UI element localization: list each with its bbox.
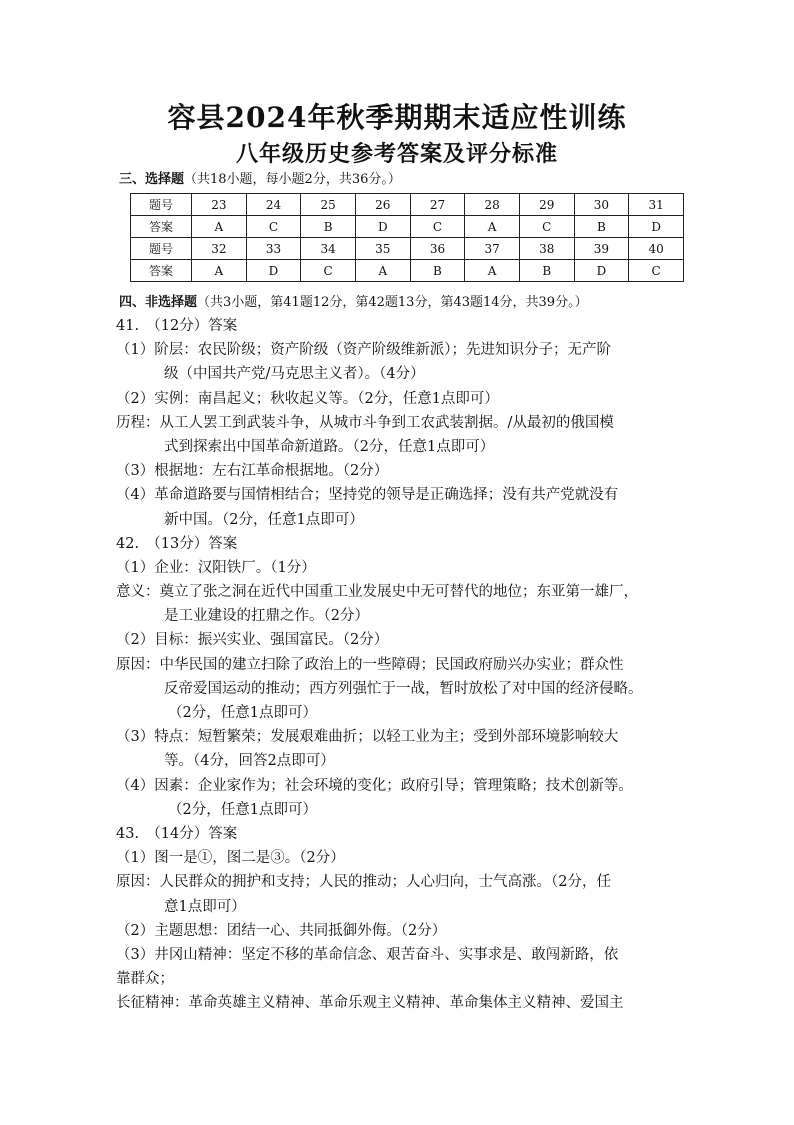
section-4-header (119, 293, 588, 313)
q43-changzheng: 长征精神：革命英雄主义精神、革命乐观主义精神、革命集体主义精神、爱国主 (116, 995, 624, 1012)
question-number-row (131, 194, 684, 216)
question-number-cell: 29 (519, 194, 574, 216)
question-number-cell: 25 (301, 194, 356, 216)
q42-part4: （4）因素：企业家作为；社会环境的变化；政府引导；管理策略；技术创新等。 (116, 777, 633, 794)
question-number-cell: 39 (574, 238, 629, 260)
answer-cell: D (574, 260, 629, 282)
section-3-header (119, 170, 401, 190)
question-number-cell: 40 (629, 238, 684, 260)
q42-part4-cont: （2分，任意1点即可） (168, 801, 317, 818)
answer-cell: A (192, 216, 247, 238)
question-number-label: 题号 (131, 238, 192, 260)
question-number-cell: 30 (574, 194, 629, 216)
answer-cell: C (629, 260, 684, 282)
question-number-cell: 26 (355, 194, 410, 216)
page-subtitle: 八年级历史参考答案及评分标准 (235, 141, 558, 167)
question-number-cell: 38 (519, 238, 574, 260)
answer-cell: B (574, 216, 629, 238)
answer-cell: A (192, 260, 247, 282)
answer-cell: A (465, 216, 520, 238)
question-number-cell: 32 (192, 238, 247, 260)
question-number-label: 题号 (131, 194, 192, 216)
answer-row (131, 216, 684, 238)
answer-cell: B (519, 260, 574, 282)
question-number-cell: 35 (355, 238, 410, 260)
q43-reasons-cont: 意1点即可） (164, 898, 246, 915)
q42-header: 42. （13分）答案 (116, 535, 238, 552)
answer-body (116, 314, 681, 1015)
q42-reasons: 原因：中华民国的建立扫除了政治上的一些障碍；民国政府励兴办实业；群众性 (116, 656, 624, 673)
answer-cell: C (246, 216, 301, 238)
q42-part3-cont: 等。（4分，回答2点即可） (164, 753, 335, 770)
answer-cell: A (465, 260, 520, 282)
answer-cell: C (410, 216, 465, 238)
q42-part3: （3）特点：短暂繁荣；发展艰难曲折；以轻工业为主；受到外部环境影响较大 (116, 729, 619, 746)
question-number-cell: 37 (465, 238, 520, 260)
q42-reasons-score: （2分，任意1点即可） (168, 705, 317, 721)
answer-label: 答案 (131, 260, 192, 282)
answer-cell: C (519, 216, 574, 238)
q41-part1-cont: 级（中国共产党/马克思主义者）。（4分） (164, 366, 425, 383)
answer-label: 答案 (131, 216, 192, 238)
question-number-cell: 34 (301, 238, 356, 260)
q43-reasons: 原因：人民群众的拥护和支持；人民的推动；人心归向，士气高涨。（2分，任 (116, 874, 611, 891)
question-number-cell: 23 (192, 194, 247, 216)
answer-cell: D (629, 216, 684, 238)
question-number-cell: 33 (246, 238, 301, 260)
section-4-heading: 四、非选择题 (119, 295, 198, 310)
question-number-cell: 28 (465, 194, 520, 216)
q43-header: 43. （14分）答案 (116, 825, 238, 842)
page-title: 容县2024年秋季期期末适应性训练 (167, 101, 627, 134)
q42-part2: （2）目标：振兴实业、强国富民。（2分） (116, 632, 389, 649)
question-number-cell: 36 (410, 238, 465, 260)
answer-cell: D (246, 260, 301, 282)
q41-part4: （4）革命道路要与国情相结合；坚持党的领导是正确选择；没有共产党就没有 (116, 487, 619, 504)
q43-part1: （1）图一是①，图二是③。（2分） (116, 850, 345, 867)
section-3-heading: 三、选择题 (119, 172, 185, 187)
q41-process: 历程：从工人罢工到武装斗争，从城市斗争到工农武装割据。/从最初的俄国模 (116, 414, 614, 431)
answer-cell: B (301, 216, 356, 238)
question-number-row (131, 238, 684, 260)
answer-cell: C (301, 260, 356, 282)
answer-cell: D (355, 216, 410, 238)
answer-table (130, 193, 684, 282)
answer-cell: A (355, 260, 410, 282)
q41-header: 41. （12分）答案 (116, 318, 238, 334)
q42-reasons-cont: 反帝爱国运动的推动；西方列强忙于一战，暂时放松了对中国的经济侵略。 (164, 680, 643, 697)
q41-part1: （1）阶层：农民阶级；资产阶级（资产阶级维新派）；先进知识分子；无产阶 (116, 342, 611, 359)
answer-cell: B (410, 260, 465, 282)
q43-part2: （2）主题思想：团结一心、共同抵御外侮。（2分） (116, 922, 447, 939)
q42-significance-cont: 是工业建设的扛鼎之作。（2分） (164, 608, 369, 625)
q41-part3: （3）根据地：左右江革命根据地。（2分） (116, 463, 389, 480)
question-number-cell: 27 (410, 194, 465, 216)
section-3-note: （共18小题，每小题2分，共36分。） (184, 172, 401, 187)
q41-process-cont: 式到探索出中国革命新道路。（2分，任意1点即可） (164, 438, 495, 455)
answer-row (131, 260, 684, 282)
q41-part4-cont: 新中国。（2分，任意1点即可） (164, 511, 364, 528)
q43-part3: （3）井冈山精神：坚定不移的革命信念、艰苦奋斗、实事求是、敢闯新路，依 (116, 946, 619, 963)
q42-part1: （1）企业：汉阳铁厂。（1分） (116, 559, 316, 576)
question-number-cell: 31 (629, 194, 684, 216)
section-4-note: （共3小题，第41题12分，第42题13分，第43题14分，共39分。） (197, 295, 588, 310)
q42-significance: 意义：奠立了张之洞在近代中国重工业发展史中无可替代的地位；东亚第一雄厂， (116, 584, 638, 601)
q41-part2: （2）实例：南昌起义；秋收起义等。（2分，任意1点即可） (116, 390, 499, 407)
question-number-cell: 24 (246, 194, 301, 216)
q43-part3-cont: 靠群众； (116, 971, 174, 988)
